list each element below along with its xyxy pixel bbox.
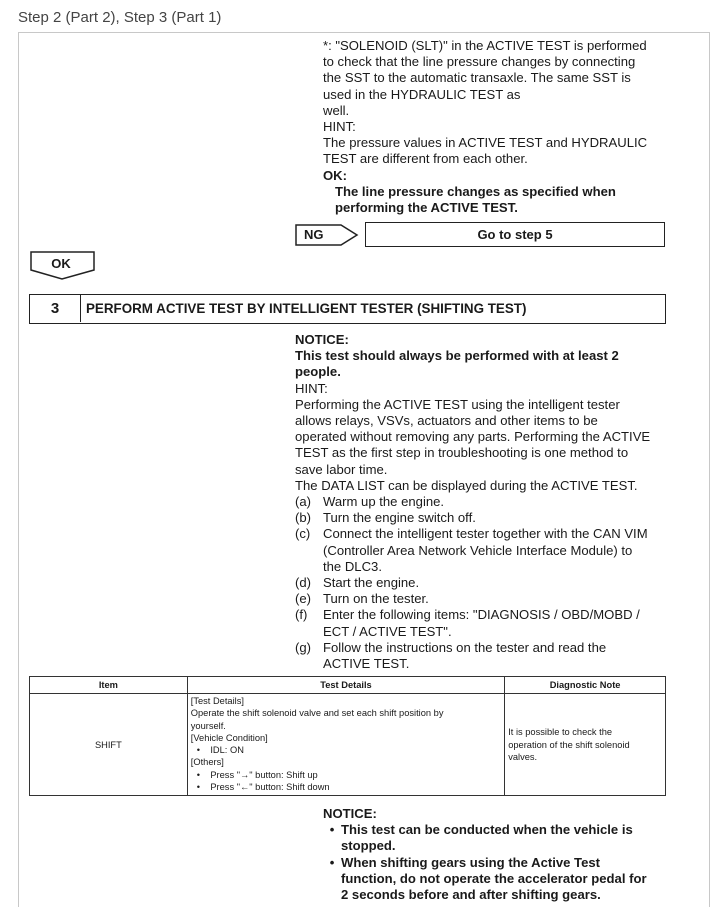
step-text: Turn on the tester. <box>323 591 429 607</box>
hint-line: TEST as the first step in troubleshooting is one method to <box>295 445 629 461</box>
details-line: [Test Details] <box>190 696 244 706</box>
procedure-step <box>295 526 667 575</box>
step3-header <box>29 294 666 324</box>
notice2-label: NOTICE: <box>323 806 377 821</box>
details-line: Operate the shift solenoid valve and set each shift position by <box>190 708 444 719</box>
details-bullet-line: • Press "←" button: Shift down <box>196 782 330 793</box>
notice2-bullet <box>323 855 668 904</box>
step2-note-line: *: "SOLENOID (SLT)" in the ACTIVE TEST is performed <box>323 38 647 53</box>
step-title: PERFORM ACTIVE TEST BY INTELLIGENT TESTER (SHIFTING TEST) <box>86 301 527 316</box>
go-to-step-box[interactable]: Go to step 5 <box>365 222 665 247</box>
step2-ok-line: The line pressure changes as specified when <box>335 183 616 199</box>
step-label: (d) <box>295 575 312 591</box>
column-header: Diagnostic Note <box>505 677 666 694</box>
notice2-line: stopped. <box>341 838 396 854</box>
procedure-step <box>295 494 667 510</box>
notice-line: people. <box>295 364 341 380</box>
procedure-step <box>295 575 667 591</box>
details-cell <box>187 694 504 796</box>
table-row <box>30 694 666 796</box>
hint-label: HINT: <box>295 380 328 396</box>
details-bullet-text: Press "→" button: Shift up <box>210 769 318 780</box>
table-header-row <box>30 677 666 694</box>
step2-ok-label: OK: <box>323 167 348 183</box>
step2-note-line: used in the HYDRAULIC TEST as <box>323 86 521 102</box>
details-line: yourself. <box>190 720 226 731</box>
step2-hint-label: HINT: <box>323 119 356 135</box>
ok-arrow-tag <box>30 251 96 281</box>
notice2-line: When shifting gears using the Active Test <box>341 854 600 870</box>
diagnostic-note-cell <box>505 694 666 796</box>
item-cell: SHIFT <box>30 694 188 796</box>
hint-line: The DATA LIST can be displayed during the ACTIVE TEST. <box>295 477 638 493</box>
step-text: Start the engine. <box>323 575 420 591</box>
notice-line: This test should always be performed with at least 2 <box>295 348 619 364</box>
step2-ok-line: performing the ACTIVE TEST. <box>335 200 518 216</box>
step-text: Warm up the engine. <box>323 494 445 510</box>
page-title: Step 2 (Part 2), Step 3 (Part 1) <box>18 9 222 26</box>
details-bullet-text: Press "←" button: Shift down <box>210 782 330 793</box>
hint-line: save labor time. <box>295 461 388 477</box>
hint-line: Performing the ACTIVE TEST using the intelligent tester <box>295 396 620 412</box>
procedure-step <box>295 591 667 607</box>
step-number: 3 <box>30 295 81 322</box>
step2-hint-line: The pressure values in ACTIVE TEST and HYDRAULIC <box>323 135 648 151</box>
procedure-step <box>295 607 667 639</box>
note-line: It is possible to check the <box>508 727 613 738</box>
bullet-dot: • <box>329 854 335 870</box>
step-label: (e) <box>295 591 312 607</box>
details-line: [Vehicle Condition] <box>190 732 268 743</box>
step2-note-line: the SST to the automatic transaxle. The same SST is <box>323 70 631 86</box>
ng-arrow-tag <box>295 224 359 246</box>
details-bullet-line: • Press "→" button: Shift up <box>196 769 318 780</box>
step3-body <box>295 332 667 672</box>
step-label: (a) <box>295 494 312 510</box>
note-line: operation of the shift solenoid <box>508 739 630 750</box>
step2-note-line: to check that the line pressure changes by connecting <box>323 54 636 70</box>
note-line: valves. <box>508 751 538 762</box>
procedure-step <box>295 640 667 672</box>
bullet-dot: • <box>329 822 335 838</box>
step-text: Enter the following items: "DIAGNOSIS / OBD/MOBD / <box>323 607 640 623</box>
details-bullet-line: • IDL: ON <box>196 745 244 756</box>
hint-line: operated without removing any parts. Performing the ACTIVE <box>295 429 651 445</box>
notice-label: NOTICE: <box>295 332 349 347</box>
step-text: Connect the intelligent tester together with the CAN VIM <box>323 526 648 542</box>
step-text: Turn the engine switch off. <box>323 510 476 526</box>
notice2-line: This test can be conducted when the vehicle is <box>341 822 633 838</box>
step-text: Follow the instructions on the tester and read the <box>323 639 607 655</box>
step-label: (f) <box>295 607 308 623</box>
column-header: Item <box>30 677 188 694</box>
active-test-table <box>29 676 666 796</box>
step-label: (b) <box>295 510 312 526</box>
notice2-line: function, do not operate the accelerator pedal for <box>341 870 647 886</box>
step2-hint-line: TEST are different from each other. <box>323 151 528 167</box>
step-text: ACTIVE TEST. <box>323 656 410 672</box>
notice2 <box>323 806 668 903</box>
details-line: [Others] <box>190 757 224 768</box>
step2-note <box>323 38 647 216</box>
hint-line: allows relays, VSVs, actuators and other items to be <box>295 413 598 429</box>
procedure-step <box>295 510 667 526</box>
ng-label: NG <box>304 227 324 242</box>
step-label: (c) <box>295 526 311 542</box>
step2-note-line: well. <box>323 102 350 118</box>
column-header: Test Details <box>187 677 504 694</box>
ok-label: OK <box>51 256 71 271</box>
step-text: the DLC3. <box>323 558 382 574</box>
step-text: (Controller Area Network Vehicle Interface Module) to <box>323 542 633 558</box>
details-bullet-text: IDL: ON <box>210 745 244 756</box>
step-label: (g) <box>295 639 312 655</box>
notice2-line: 2 seconds before and after shifting gears. <box>341 887 601 903</box>
step-text: ECT / ACTIVE TEST". <box>323 623 452 639</box>
notice2-bullet <box>323 822 668 854</box>
